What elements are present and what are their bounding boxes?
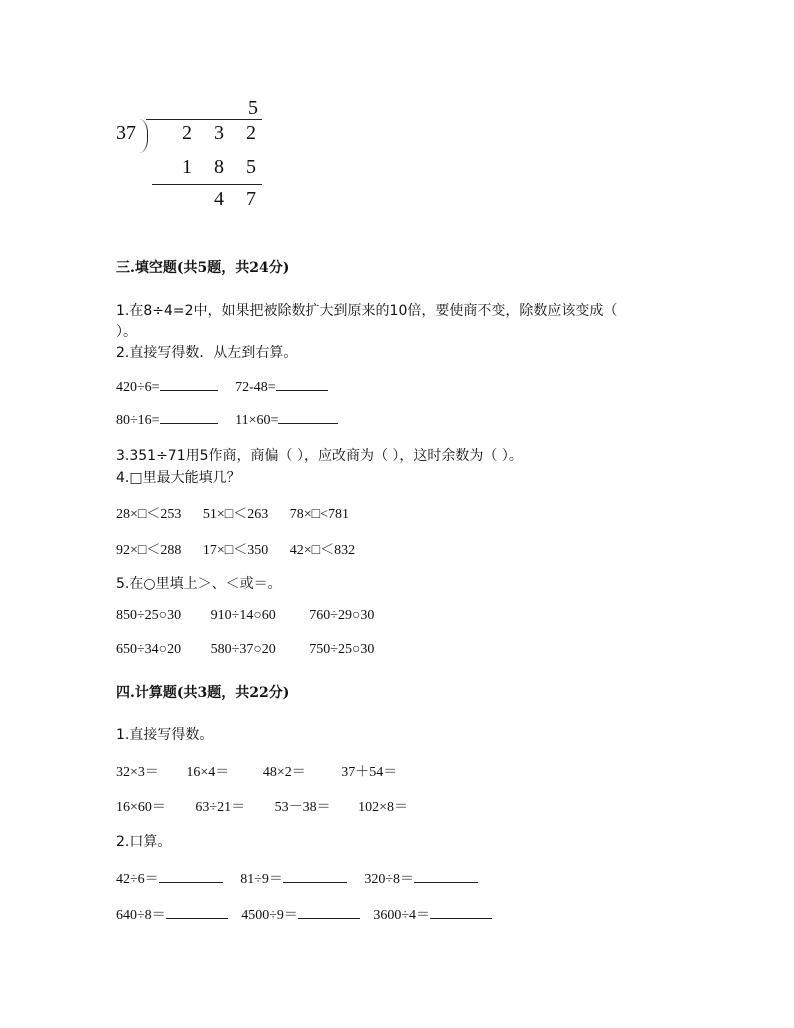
section3-q4: 4.□里最大能填几？ [116, 470, 241, 486]
expression: 640÷8＝ [116, 908, 166, 923]
section3-q4-row [116, 503, 349, 523]
expression: 53－38＝ [274, 800, 331, 815]
section4-q1-row [116, 761, 397, 781]
dividend-digit: 2 [246, 122, 256, 144]
expression: 92×□＜288 [116, 543, 182, 558]
expression: 42÷6＝ [116, 872, 159, 887]
section4-q2: 2.口算。 [116, 834, 172, 850]
quotient-digit: 5 [248, 97, 258, 119]
expression: 850÷25○30 [116, 608, 182, 623]
section3-q1-line1: 1.在8÷4=2中，如果把被除数扩大到原来的10倍，要使商不变，除数应该变成（ [116, 303, 618, 319]
divisor: 37 [116, 122, 136, 144]
division-subtract-line [152, 184, 262, 185]
section4-q1: 1.直接写得数。 [116, 727, 214, 743]
expression: 16×60＝ [116, 800, 166, 815]
expression: 32×3＝ [116, 765, 159, 780]
remainder-digit: 4 [214, 188, 224, 210]
answer-blank[interactable] [278, 411, 338, 424]
section3-q2-row [116, 411, 338, 429]
expression: 4500÷9＝ [241, 908, 298, 923]
expression: 420÷6= [116, 380, 160, 395]
expression: 760÷29○30 [309, 608, 375, 623]
section3-q4-row [116, 539, 355, 559]
expression: 28×□＜253 [116, 507, 182, 522]
expression: 320÷8＝ [364, 872, 415, 887]
section3-q1-line2: ）。 [116, 324, 137, 340]
expression: 17×□＜350 [202, 543, 269, 558]
product-digit: 1 [182, 156, 192, 178]
answer-blank[interactable] [160, 378, 218, 391]
expression: 78×□<781 [289, 507, 349, 522]
expression: 37＋54＝ [341, 765, 398, 780]
section4-q2-row [116, 868, 478, 888]
dividend-digit: 2 [182, 122, 192, 144]
section3-q2-row [116, 378, 328, 396]
expression: 750÷25○30 [309, 642, 375, 657]
section3-title: 三.填空题(共5题，共24分) [116, 260, 290, 276]
expression: 48×2＝ [262, 765, 306, 780]
expression: 80÷16= [116, 413, 160, 428]
answer-blank[interactable] [430, 906, 492, 919]
expression: 910÷14○60 [210, 608, 276, 623]
section3-q5: 5.在○里填上＞、＜或＝。 [116, 576, 282, 592]
section4-q1-row [116, 796, 408, 816]
product-digit: 5 [246, 156, 256, 178]
expression: 81÷9＝ [240, 872, 283, 887]
expression: 580÷37○20 [210, 642, 276, 657]
answer-blank[interactable] [160, 411, 218, 424]
section3-q2: 2.直接写得数．从左到右算。 [116, 345, 298, 361]
expression: 63÷21＝ [195, 800, 246, 815]
expression: 42×□＜832 [289, 543, 356, 558]
answer-blank[interactable] [298, 906, 360, 919]
product-digit: 8 [214, 156, 224, 178]
division-bracket [139, 119, 148, 153]
remainder-digit: 7 [246, 188, 256, 210]
expression: 72-48= [235, 380, 276, 395]
section3-q5-row [116, 642, 374, 658]
answer-blank[interactable] [414, 870, 478, 883]
answer-blank[interactable] [283, 870, 347, 883]
section4-q2-row [116, 904, 492, 924]
expression: 51×□＜263 [202, 507, 269, 522]
division-top-line [146, 119, 262, 120]
expression: 16×4＝ [186, 765, 230, 780]
expression: 3600÷4＝ [373, 908, 431, 923]
section3-q5-row [116, 608, 374, 624]
answer-blank[interactable] [166, 906, 228, 919]
expression: 102×8＝ [358, 800, 408, 815]
section4-title: 四.计算题(共3题，共22分) [116, 685, 290, 701]
dividend-digit: 3 [214, 122, 224, 144]
answer-blank[interactable] [276, 378, 328, 391]
long-division [116, 97, 276, 217]
expression: 650÷34○20 [116, 642, 182, 657]
expression: 11×60= [235, 413, 279, 428]
section3-q3: 3.351÷71用5作商，商偏（ ），应改商为（ ），这时余数为（ ）。 [116, 448, 523, 464]
answer-blank[interactable] [159, 870, 223, 883]
